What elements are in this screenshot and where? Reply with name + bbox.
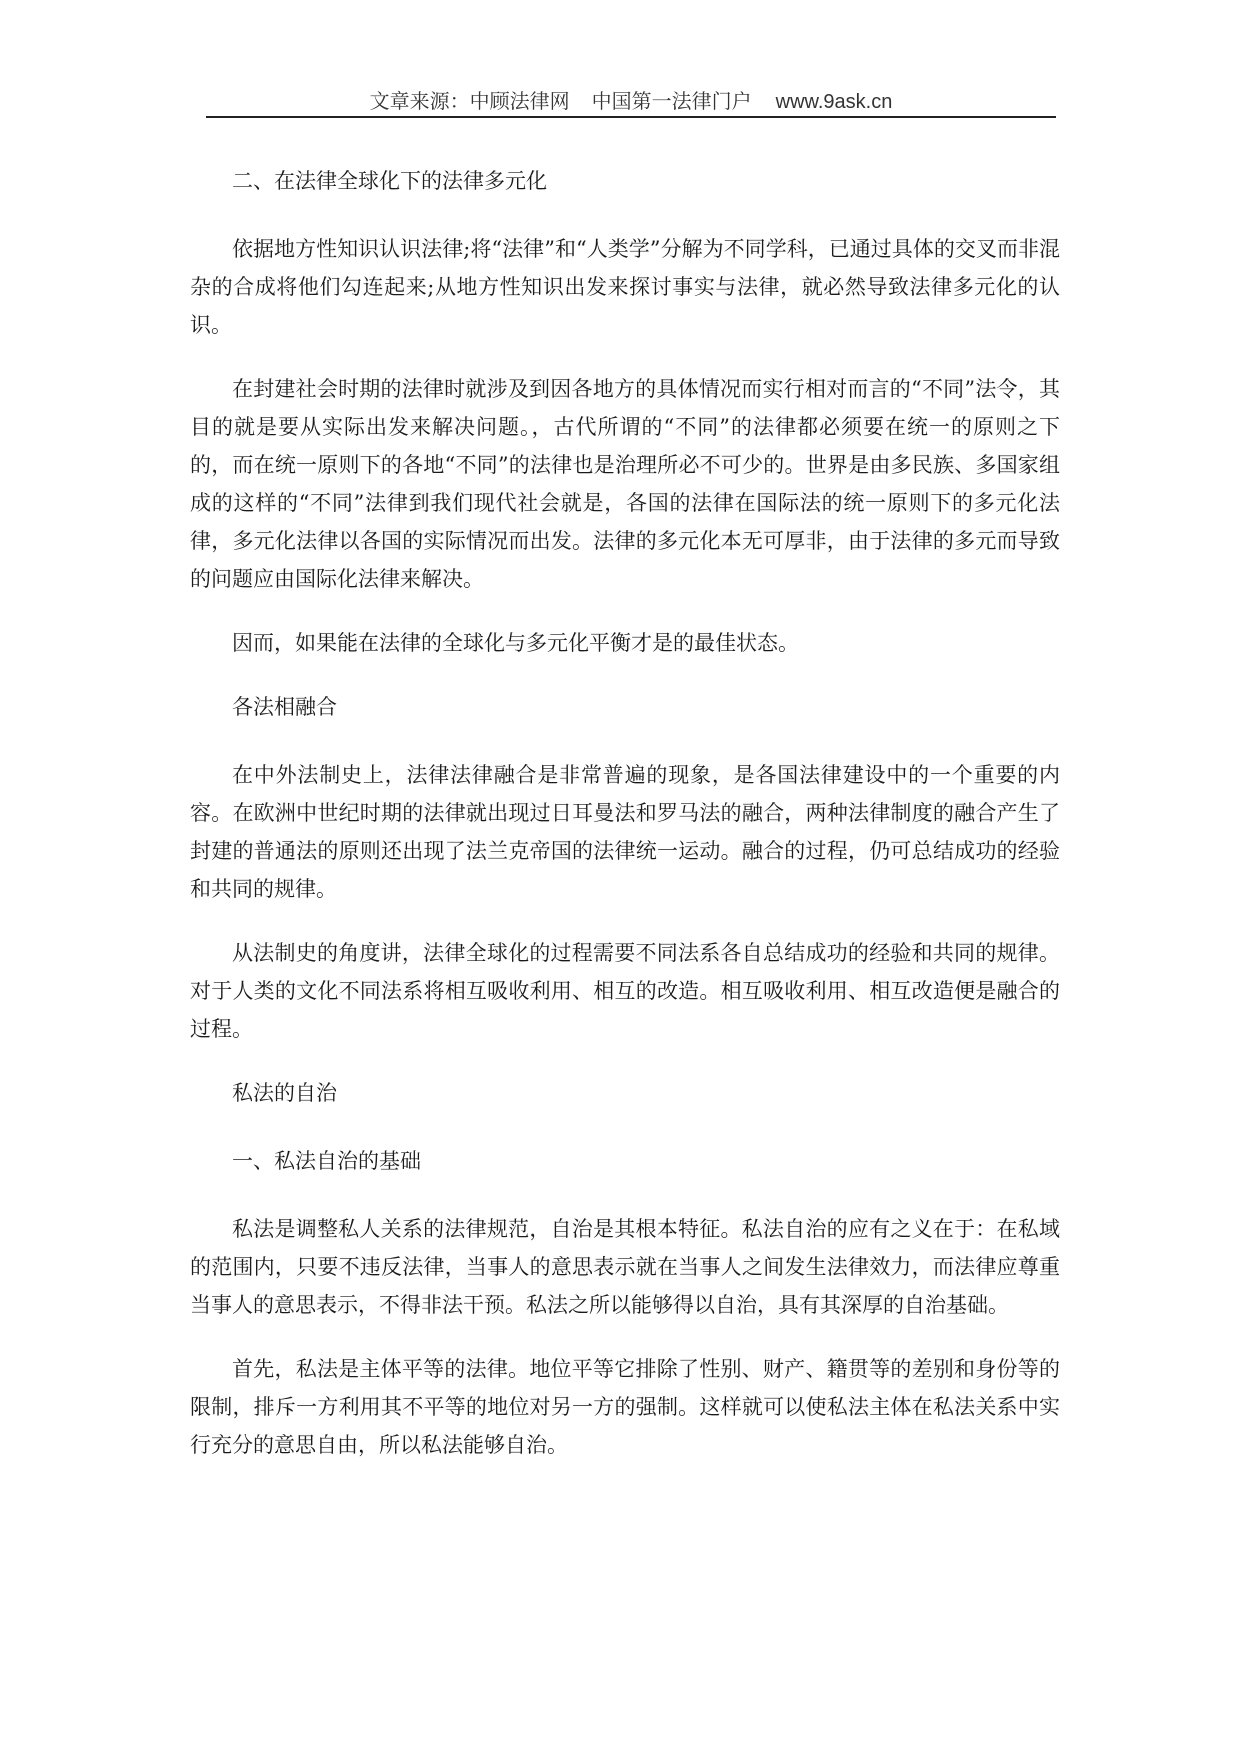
section-heading-autonomy-basis: 一、私法自治的基础 bbox=[232, 1149, 421, 1173]
header-rule bbox=[206, 116, 1056, 118]
document-body bbox=[190, 162, 1060, 1490]
header-source-label: 文章来源：中顾法律网 bbox=[369, 89, 570, 113]
body-paragraph: 从法制史的角度讲，法律全球化的过程需要不同法系各自总结成功的经验和共同的规律。对于人类的文化不同法系将相互吸收利用、相互的改造。相互吸收利用、相互改造便是融合的过程。 bbox=[190, 941, 1060, 1041]
body-paragraph: 在中外法制史上，法律法律融合是非常普遍的现象，是各国法律建设中的一个重要的内容。在欧洲中世纪时期的法律就出现过日耳曼法和罗马法的融合，两种法律制度的融合产生了封建的普通法的原则还出现了法兰克帝国的法律统一运动。融合的过程，仍可总结成功的经验和共同的规律。 bbox=[190, 763, 1060, 901]
body-paragraph: 首先，私法是主体平等的法律。地位平等它排除了性别、财产、籍贯等的差别和身份等的限制，排斥一方利用其不平等的地位对另一方的强制。这样就可以使私法主体在私法关系中实行充分的意思自由，所以私法能够自治。 bbox=[190, 1357, 1060, 1457]
header-url: www.9ask.cn bbox=[775, 91, 893, 113]
section-heading-law-fusion: 各法相融合 bbox=[232, 695, 337, 719]
body-paragraph: 因而，如果能在法律的全球化与多元化平衡才是的最佳状态。 bbox=[232, 631, 799, 655]
section-heading-private-law-autonomy: 私法的自治 bbox=[232, 1081, 337, 1105]
header-portal-label: 中国第一法律门户 bbox=[591, 89, 752, 113]
body-paragraph: 在封建社会时期的法律时就涉及到因各地方的具体情况而实行相对而言的“不同”法令，其目的就是要从实际出发来解决问题。，古代所谓的“不同”的法律都必须要在统一的原则之下的，而在统一原则下的各地“不同”的法律也是治理所必不可少的。世界是由多民族、多国家组成的这样的“不同”法律到我们现代社会就是，各国的法律在国际法的统一原则下的多元化法律，多元化法律以各国的实际情况而出发。法律的多元化本无可厚非，由于法律的多元而导致的问题应由国际化法律来解决。 bbox=[190, 377, 1060, 591]
body-paragraph: 私法是调整私人关系的法律规范，自治是其根本特征。私法自治的应有之义在于：在私域的范围内，只要不违反法律，当事人的意思表示就在当事人之间发生法律效力，而法律应尊重当事人的意思表示，不得非法干预。私法之所以能够得以自治，具有其深厚的自治基础。 bbox=[190, 1217, 1060, 1317]
page-header bbox=[206, 84, 1056, 118]
body-paragraph: 依据地方性知识认识法律;将“法律”和“人类学”分解为不同学科，已通过具体的交叉而非混杂的合成将他们勾连起来;从地方性知识出发来探讨事实与法律，就必然导致法律多元化的认识。 bbox=[190, 237, 1060, 337]
section-heading-legal-pluralism: 二、在法律全球化下的法律多元化 bbox=[232, 169, 547, 193]
